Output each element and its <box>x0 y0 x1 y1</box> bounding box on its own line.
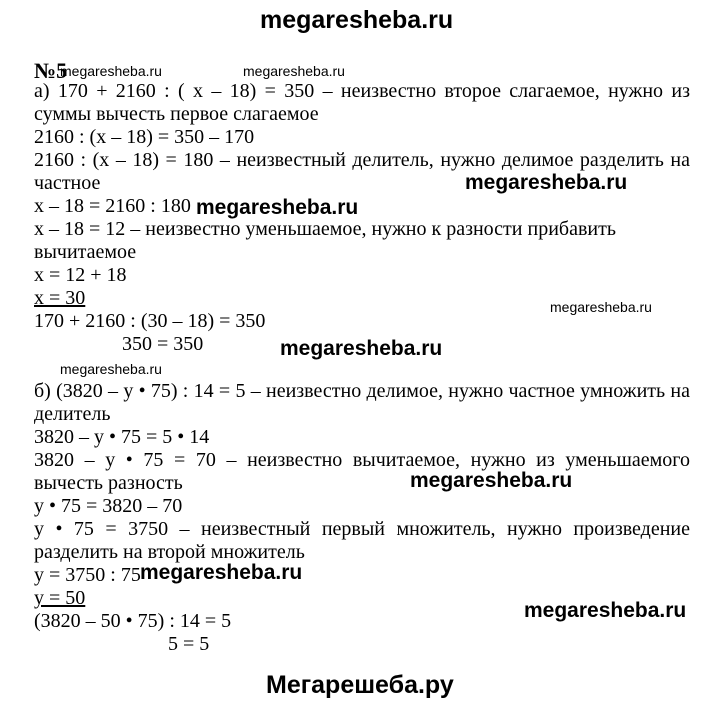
part-b-check: (3820 – 50 • 75) : 14 = 5 <box>34 610 232 632</box>
part-b-line-2: делитель <box>34 403 111 425</box>
watermark: megaresheba.ru <box>60 63 162 79</box>
watermark: megaresheba.ru <box>140 561 303 584</box>
part-a-line-7: x – 18 = 12 – неизвестно уменьшаемое, нужно к разности прибавить <box>34 218 616 240</box>
part-a-answer: x = 30 <box>34 287 86 309</box>
part-b-line-4: 3820 – y • 75 = 70 – неизвестно вычитаемое, нужно из уменьшаемого <box>34 449 690 471</box>
part-b-answer: y = 50 <box>34 587 86 609</box>
part-a-line-5: частное <box>34 172 101 194</box>
watermark: megaresheba.ru <box>280 337 443 360</box>
part-b-line-8: разделить на второй множитель <box>34 541 305 563</box>
part-b-line-7: y • 75 = 3750 – неизвестный первый множитель, нужно произведение <box>34 518 690 540</box>
watermark: megaresheba.ru <box>524 599 687 622</box>
part-a-line-4: 2160 : (x – 18) = 180 – неизвестный делитель, нужно делимое разделить на <box>34 149 690 171</box>
part-b-line-9: y = 3750 : 75 <box>34 564 141 586</box>
task-number: №5 <box>34 58 68 83</box>
part-b-line-1: б) (3820 – y • 75) : 14 = 5 – неизвестно делимое, нужно частное умножить на <box>34 380 690 402</box>
part-a-check-result: 350 = 350 <box>122 333 204 355</box>
watermark: megaresheba.ru <box>410 469 573 492</box>
part-b-line-6: y • 75 = 3820 – 70 <box>34 495 183 517</box>
part-a-line-9: x = 12 + 18 <box>34 264 127 286</box>
part-b-line-5: вычесть разность <box>34 472 183 494</box>
watermark: megaresheba.ru <box>60 361 162 377</box>
site-footer: Мегарешеба.ру <box>266 671 454 699</box>
site-header: megaresheba.ru <box>260 6 454 34</box>
part-a-line-3: 2160 : (x – 18) = 350 – 170 <box>34 126 255 148</box>
watermark: megaresheba.ru <box>465 171 628 194</box>
part-a-line-2: суммы вычесть первое слагаемое <box>34 103 319 125</box>
part-a-check: 170 + 2160 : (30 – 18) = 350 <box>34 310 266 332</box>
watermark: megaresheba.ru <box>550 299 652 315</box>
watermark: megaresheba.ru <box>196 196 359 219</box>
part-b-check-result: 5 = 5 <box>168 633 210 655</box>
watermark: megaresheba.ru <box>243 63 345 79</box>
part-b-line-3: 3820 – y • 75 = 5 • 14 <box>34 426 210 448</box>
part-a-line-6: x – 18 = 2160 : 180 <box>34 195 191 217</box>
part-a-line-1: а) 170 + 2160 : ( x – 18) = 350 – неизвестно второе слагаемое, нужно из <box>34 80 690 102</box>
part-a-line-8: вычитаемое <box>34 241 137 263</box>
